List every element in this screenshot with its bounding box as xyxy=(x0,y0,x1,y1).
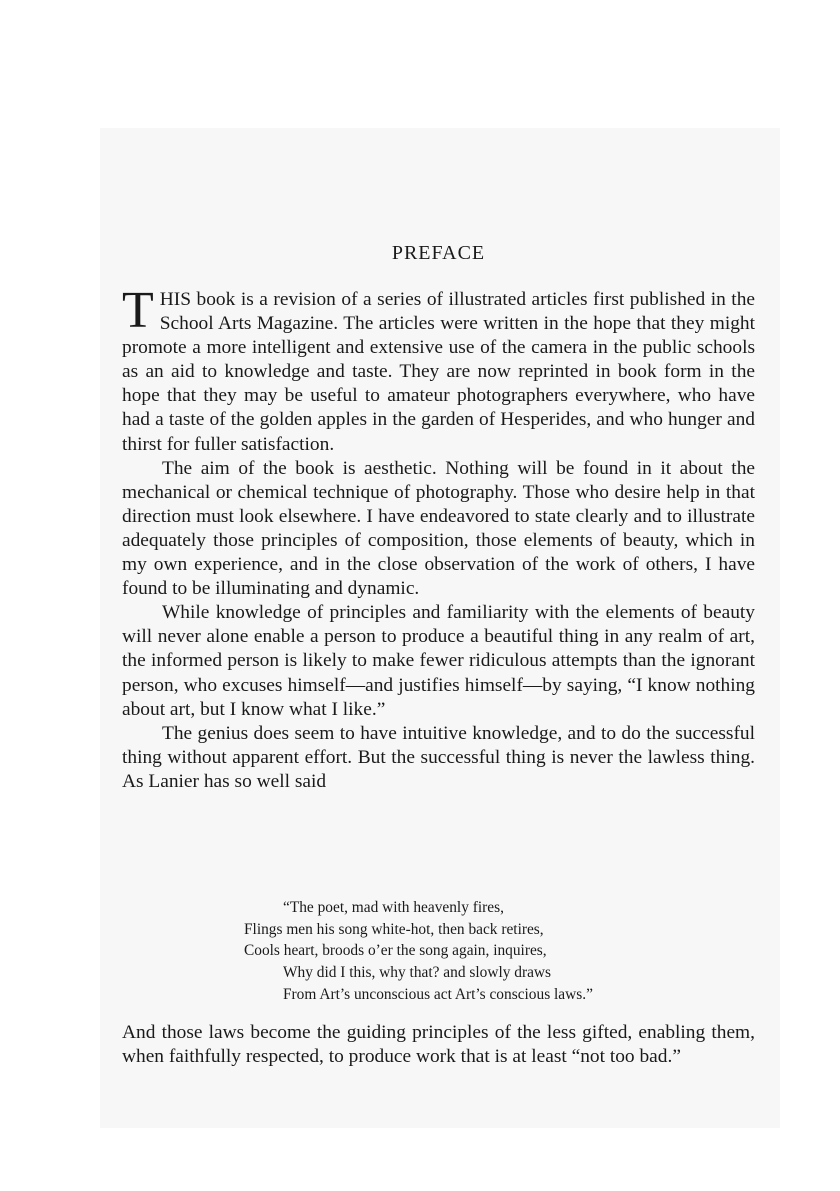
drop-cap: T xyxy=(122,282,154,339)
closing-text: And those laws become the guiding principles of the less gifted, enabling them, when faithfully respected, to produce work that is at least “not too bad.” xyxy=(122,1022,755,1068)
paragraph-3: While knowledge of principles and familiarity with the elements of beauty will never alone enable a person to produce a beautiful thing in any realm of art, the informed person is likely to make fewer ridiculous attempts than the ignorant person, who excuses himself—and justifies himself—by saying, “I know nothing about art, but I know what I like.” xyxy=(122,602,755,720)
poem-line: Why did I this, why that? and slowly draws xyxy=(283,964,552,982)
paragraph-2: The aim of the book is aesthetic. Nothing will be found in it about the mechanical or chemical technique of photography. Those who desire help in that direction must look elsewhere. I have endeavored to state clearly and to illustrate adequately those principles of composition, those elements of beauty, which in my own experience, and in the close observation of the work of others, I have found to be illuminating and dynamic. xyxy=(122,457,755,600)
closing-paragraph xyxy=(122,1021,755,1069)
poem-line: Flings men his song white-hot, then back retires, xyxy=(244,920,544,938)
preface-body xyxy=(122,282,755,794)
page-title: PREFACE xyxy=(391,242,486,264)
paragraph-4: The genius does seem to have intuitive knowledge, and to do the successful thing without apparent effort. But the successful thing is never the lawless thing. As Lanier has so well said xyxy=(122,722,755,792)
paragraph-1-text: HIS book is a revision of a series of illustrated articles first published in the School Arts Magazine. The articles were written in the hope that they might promote a more intelligent and extensive use of the camera in the public schools as an aid to knowledge and taste. They are now reprinted in book form in the hope that they may be useful to amateur photographers everywhere, who have had a taste of the golden apples in the garden of Hesperides, and who hunger and thirst for fuller satisfaction. xyxy=(122,289,755,455)
poem-line: “The poet, mad with heavenly fires, xyxy=(283,899,504,916)
poem-line: From Art’s unconscious act Art’s conscious laws.” xyxy=(283,985,593,1003)
paragraph-1 xyxy=(122,282,755,457)
lanier-quotation xyxy=(244,897,593,1006)
poem-line: Cools heart, broods o’er the song again, inquires, xyxy=(244,942,547,960)
